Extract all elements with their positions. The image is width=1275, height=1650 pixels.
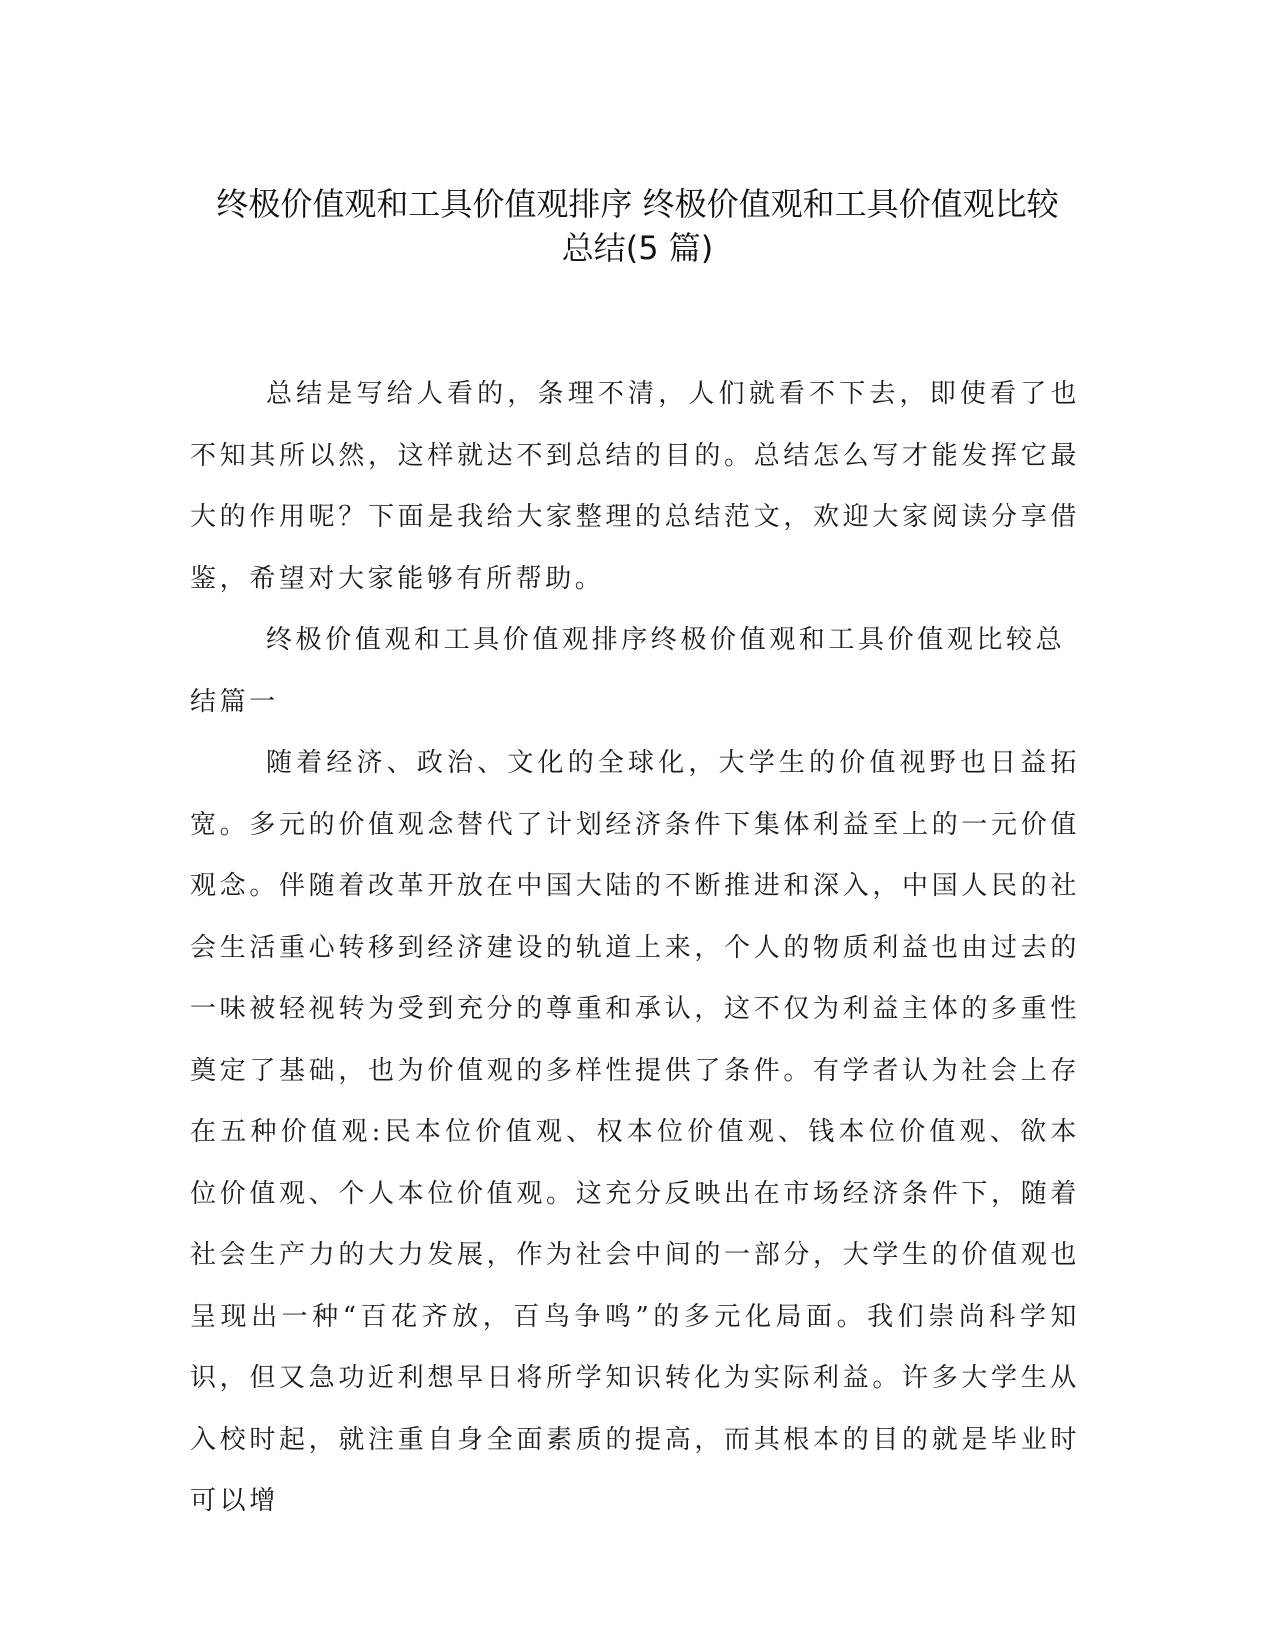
title-line-1: 终极价值观和工具价值观排序 终极价值观和工具价值观比较 (216, 185, 1059, 223)
intro-paragraph: 总结是写给人看的，条理不清，人们就看不下去，即使看了也不知其所以然，这样就达不到总结的目的。总结怎么写才能发挥它最大的作用呢？下面是我给大家整理的总结范文，欢迎大家阅读分享借鉴，希望对大家能够有所帮助。 (190, 379, 1080, 594)
document-body (190, 364, 1080, 1533)
document-title (150, 182, 1125, 270)
body-paragraph: 随着经济、政治、文化的全球化，大学生的价值视野也日益拓宽。多元的价值观念替代了计划经济条件下集体利益至上的一元价值观念。伴随着改革开放在中国大陆的不断推进和深入，中国人民的社会生活重心转移到经济建设的轨道上来，个人的物质利益也由过去的一味被轻视转为受到充分的尊重和承认，这不仅为利益主体的多重性奠定了基础，也为价值观的多样性提供了条件。有学者认为社会上存在五种价值观:民本位价值观、权本位价值观、钱本位价值观、欲本位价值观、个人本位价值观。这充分反映出在市场经济条件下，随着社会生产力的大力发展，作为社会中间的一部分，大学生的价值观也呈现出一种“百花齐放，百鸟争鸣”的多元化局面。我们崇尚科学知识，但又急功近利想早日将所学知识转化为实际利益。许多大学生从入校时起，就注重自身全面素质的提高，而其根本的目的就是毕业时可以增 (190, 748, 1080, 1516)
section-heading: 终极价值观和工具价值观排序终极价值观和工具价值观比较总结篇一 (190, 625, 1066, 717)
title-line-2: 总结(5 篇) (561, 229, 714, 267)
